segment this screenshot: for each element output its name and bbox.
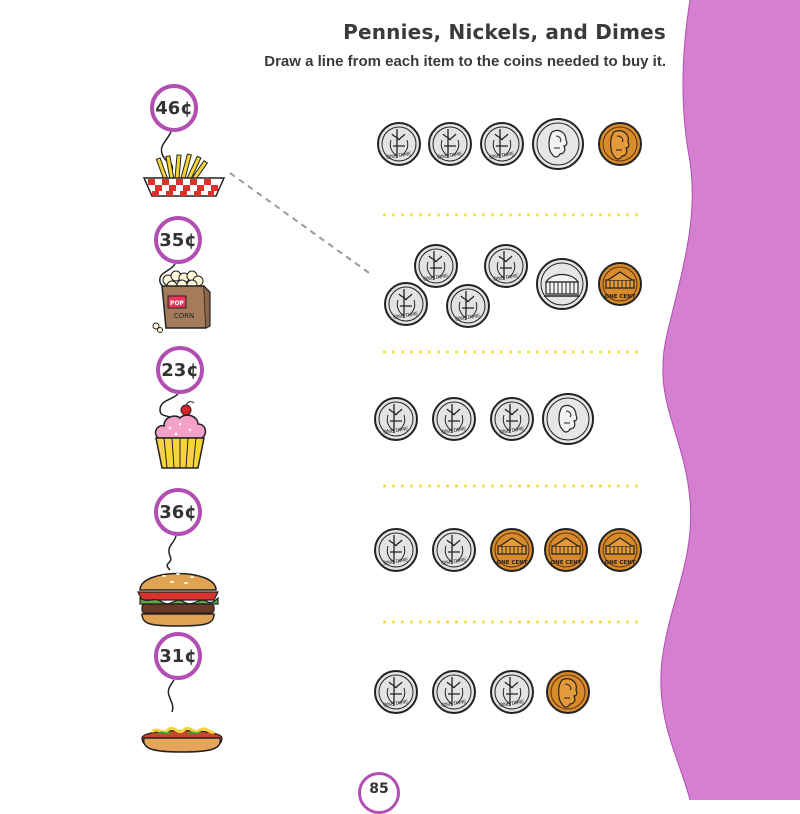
price-badge: 23¢	[156, 346, 204, 394]
separator-dots	[380, 484, 642, 488]
coin-group-5[interactable]	[370, 660, 670, 750]
dime-icon	[478, 120, 526, 168]
dime-icon	[372, 395, 420, 443]
price-badge: 46¢	[150, 84, 198, 132]
coin-group-1[interactable]	[370, 110, 670, 200]
dime-icon	[488, 668, 536, 716]
item-hot-dog[interactable]	[130, 628, 240, 758]
price-badge: 36¢	[154, 488, 202, 536]
nickel-icon	[540, 391, 596, 447]
french-fries-icon	[138, 152, 233, 200]
separator-dots	[380, 213, 642, 217]
cupcake-icon	[150, 402, 210, 472]
nickel-back-icon	[534, 256, 590, 312]
penny-back-icon	[488, 526, 536, 574]
dime-icon	[372, 668, 420, 716]
dime-icon	[372, 526, 420, 574]
penny-back-icon	[596, 260, 644, 308]
dime-icon	[430, 526, 478, 574]
svg-text:CORN: CORN	[173, 312, 195, 320]
instructions: Draw a line from each item to the coins needed to buy it.	[264, 53, 666, 70]
penny-icon	[544, 668, 592, 716]
price-badge: 31¢	[154, 632, 202, 680]
dime-icon	[430, 395, 478, 443]
coin-group-3[interactable]	[370, 385, 670, 475]
penny-icon	[596, 120, 644, 168]
item-fries[interactable]	[130, 80, 240, 210]
separator-dots	[380, 350, 642, 354]
dime-icon	[375, 120, 423, 168]
coin-group-2[interactable]	[370, 240, 670, 340]
price-badge: 35¢	[154, 216, 202, 264]
dime-icon	[382, 280, 430, 328]
nickel-icon	[530, 116, 586, 172]
item-cupcake[interactable]	[130, 342, 240, 472]
penny-back-icon	[542, 526, 590, 574]
dime-icon	[488, 395, 536, 443]
dime-icon	[430, 668, 478, 716]
dime-icon	[444, 282, 492, 330]
item-popcorn[interactable]	[130, 212, 240, 342]
separator-dots	[380, 620, 642, 624]
penny-back-icon	[596, 526, 644, 574]
page-number: 85	[358, 772, 400, 814]
hot-dog-icon	[138, 722, 226, 756]
dime-icon	[426, 120, 474, 168]
popcorn-icon	[148, 266, 218, 336]
item-hamburger[interactable]	[130, 484, 240, 614]
svg-text:POP: POP	[170, 300, 184, 307]
hamburger-icon	[134, 562, 222, 632]
page-title: Pennies, Nickels, and Dimes	[343, 20, 666, 44]
coin-group-4[interactable]	[370, 520, 670, 610]
